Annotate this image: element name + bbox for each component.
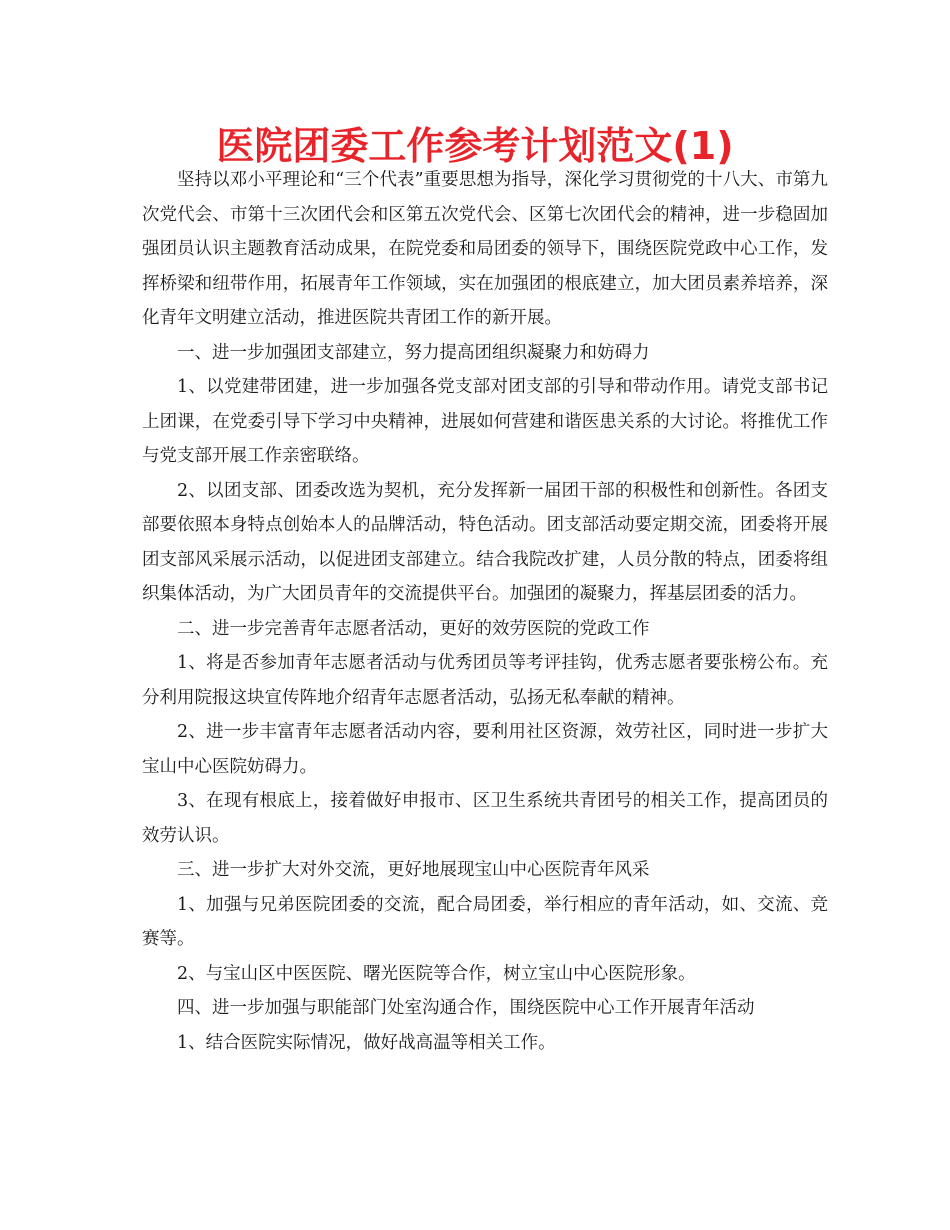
section-heading-2: 二、进一步完善青年志愿者活动，更好的效劳医院的党政工作 — [177, 618, 650, 639]
section-heading-4: 四、进一步加强与职能部门处室沟通合作，围绕医院中心工作开展青年活动 — [177, 998, 755, 1018]
section-heading-3: 三、进一步扩大对外交流，更好地展现宝山中心医院青年风采 — [177, 860, 650, 880]
paragraph-1-1: 1、以党建带团建，进一步加强各党支部对团支部的引导和带动作用。请党支部书记上团课，在党委引导下学习中央精神，进展如何营建和谐医患关系的大讨论。将推优工作与党支部开展工作亲密联络。 — [142, 377, 828, 466]
document-body — [142, 163, 828, 1060]
document-title: 医院团委工作参考计划范文(1) — [216, 124, 734, 168]
paragraph-4-1: 1、结合医院实际情况，做好战高温等相关工作。 — [177, 1032, 556, 1053]
paragraph-3-2: 2、与宝山区中医医院、曙光医院等合作，树立宝山中心医院形象。 — [177, 963, 696, 984]
paragraph-1-2: 2、以团支部、团委改选为契机，充分发挥新一届团干部的积极性和创新性。各团支部要依照本身特点创始本人的品牌活动，特色活动。团支部活动要定期交流，团委将开展团支部风采展示活动，以促进团支部建立。结合我院改扩建，人员分散的特点，团委将组织集体活动，为广大团员青年的交流提供平台。加强团的凝聚力，挥基层团委的活力。 — [142, 480, 828, 604]
paragraph-2-3: 3、在现有根底上，接着做好申报市、区卫生系统共青团号的相关工作，提高团员的效劳认识。 — [142, 791, 828, 846]
paragraph-intro: 坚持以邓小平理论和“三个代表”重要思想为指导，深化学习贯彻党的十八大、市第九次党代会、市第十三次团代会和区第五次党代会、区第七次团代会的精神，进一步稳固加强团员认识主题教育活动成果，在院党委和局团委的领导下，围绕医院党政中心工作，发挥桥梁和纽带作用，拓展青年工作领域，实在加强团的根底建立，加大团员素养培养，深化青年文明建立活动，推进医院共青团工作的新开展。 — [142, 170, 828, 328]
section-heading-1: 一、进一步加强团支部建立，努力提高团组织凝聚力和妨碍力 — [177, 342, 650, 363]
paragraph-3-1: 1、加强与兄弟医院团委的交流，配合局团委，举行相应的青年活动，如、交流、竞赛等。 — [142, 894, 828, 949]
paragraph-2-1: 1、将是否参加青年志愿者活动与优秀团员等考评挂钩，优秀志愿者要张榜公布。充分利用院报这块宣传阵地介绍青年志愿者活动，弘扬无私奉献的精神。 — [142, 653, 828, 708]
paragraph-2-2: 2、进一步丰富青年志愿者活动内容，要利用社区资源，效劳社区，同时进一步扩大宝山中心医院妨碍力。 — [142, 722, 828, 777]
